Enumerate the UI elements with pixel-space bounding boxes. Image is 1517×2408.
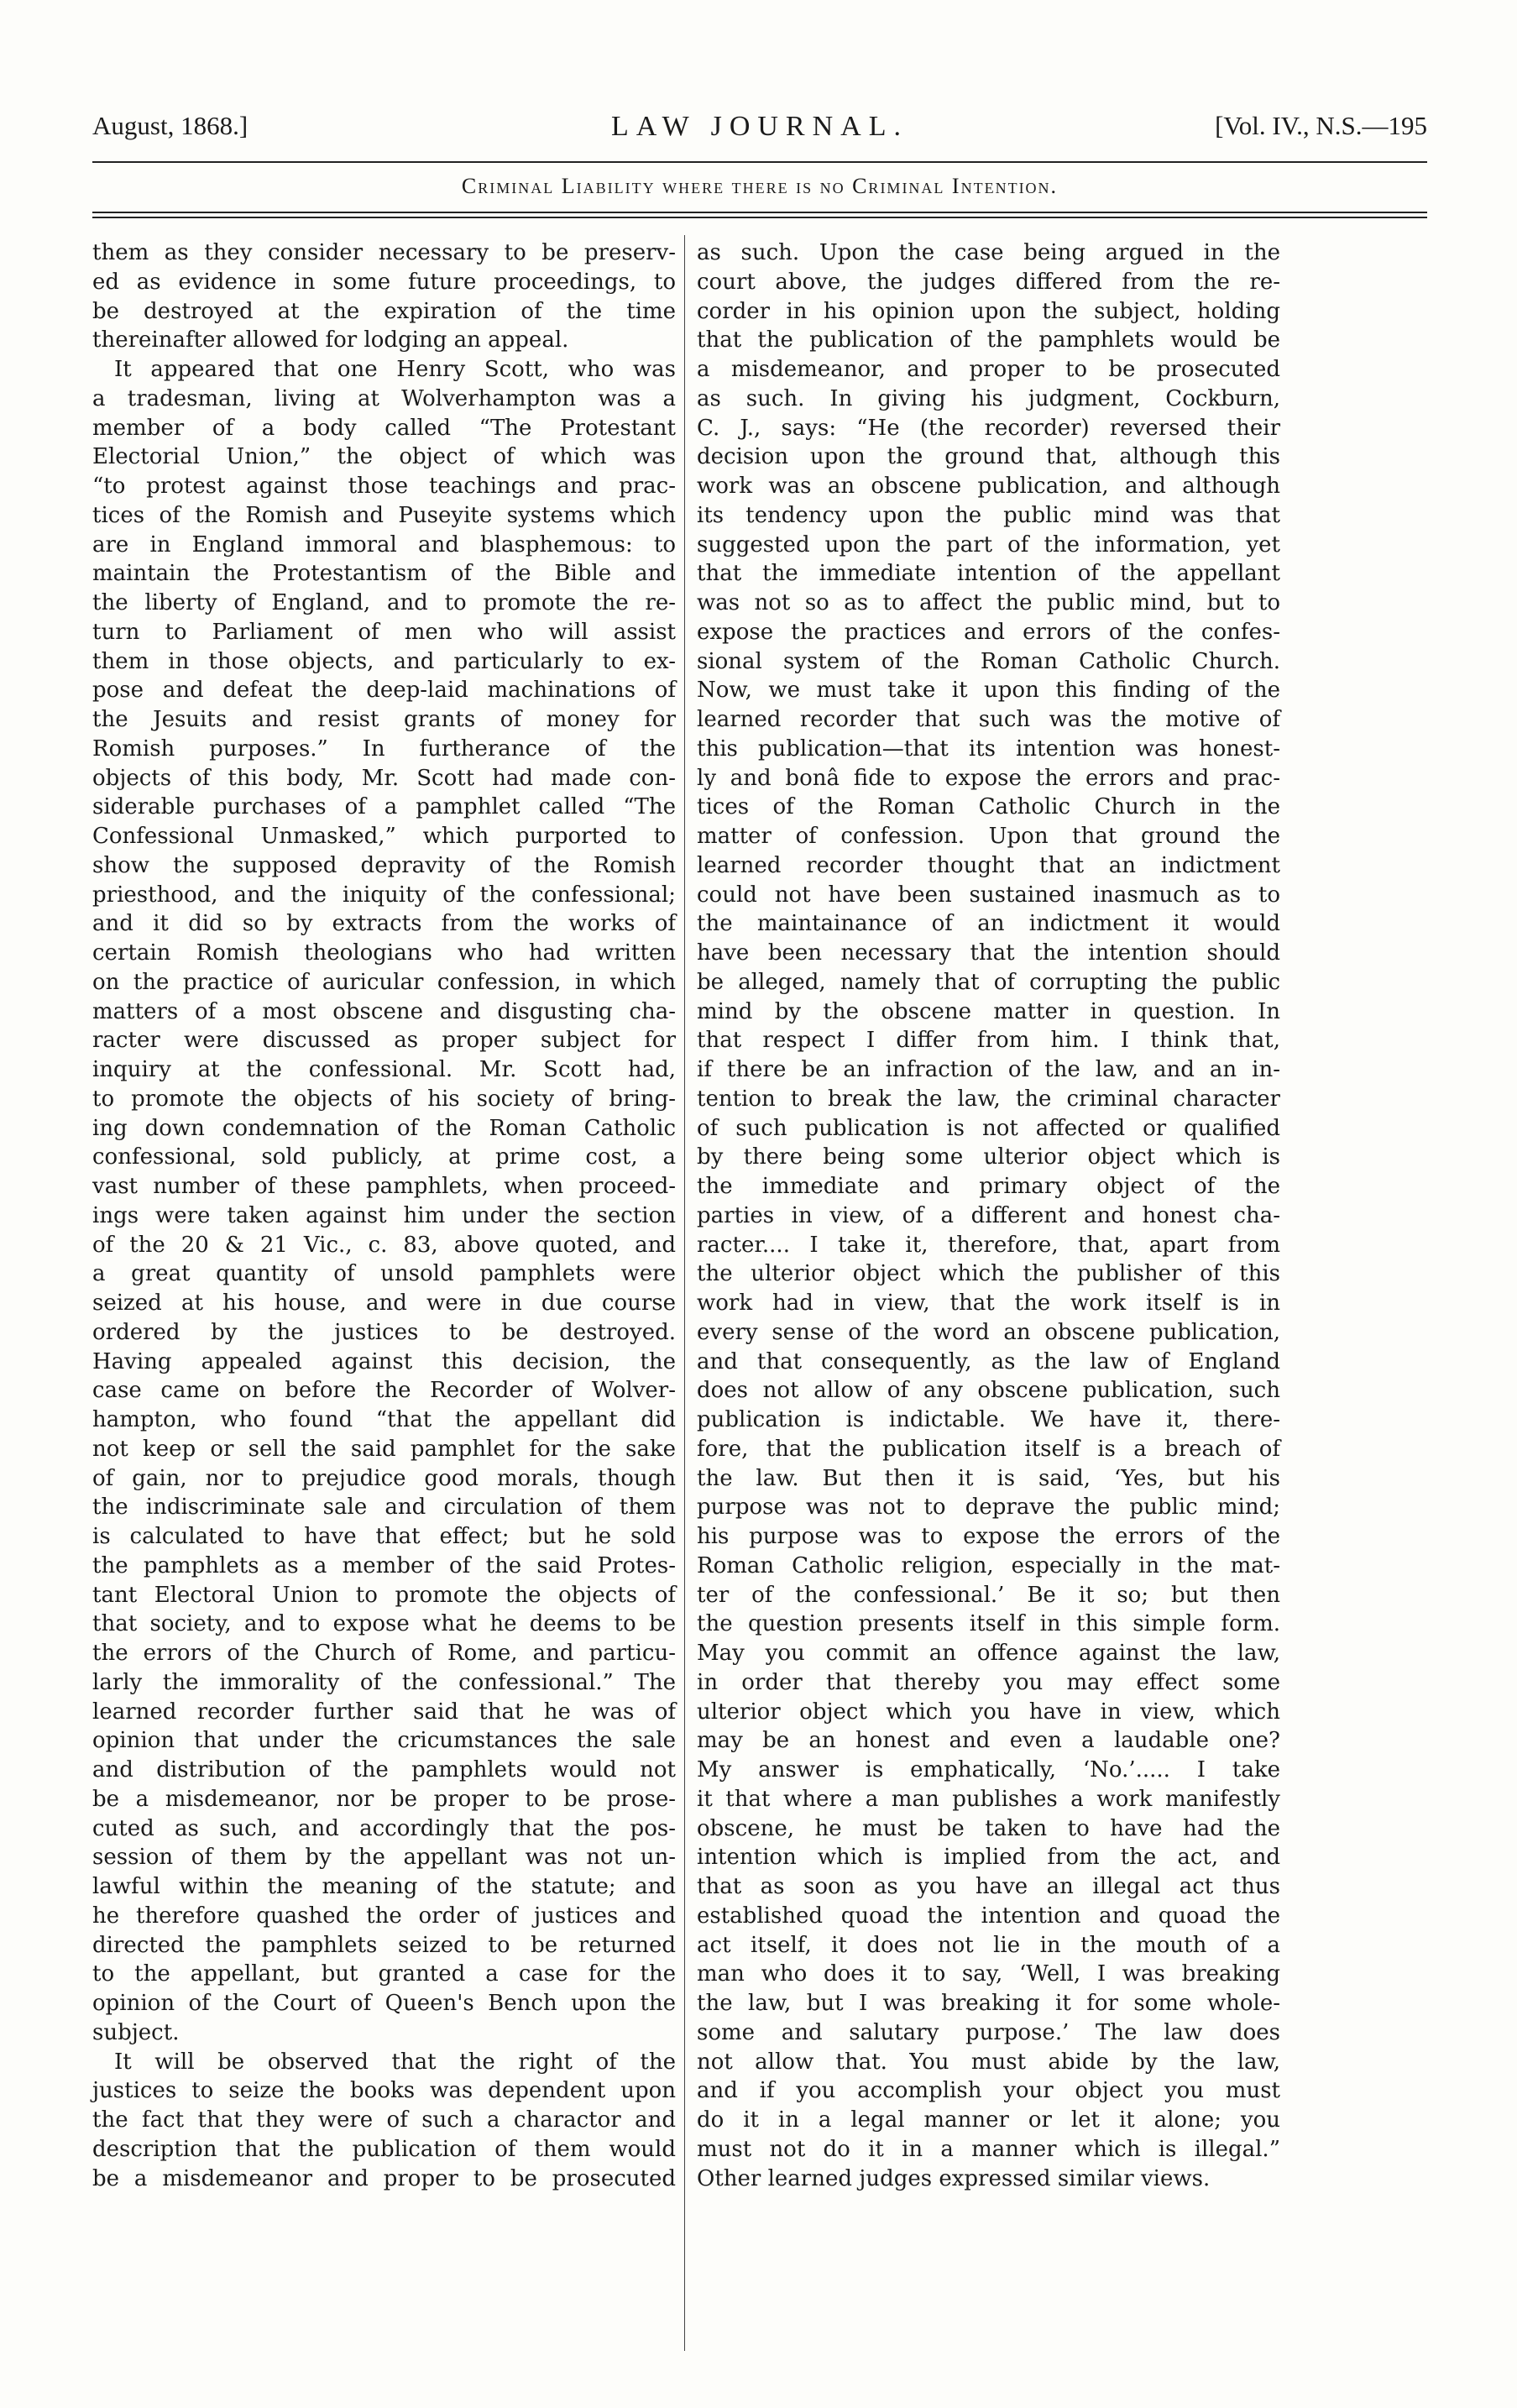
text-line: expose the practices and errors of the confes- bbox=[697, 619, 1280, 645]
text-line: siderable purchases of a pamphlet called “The bbox=[92, 794, 676, 820]
text-line: ed as evidence in some future proceedings, to bbox=[92, 269, 676, 295]
text-line: opinion that under the cricumstances the sale bbox=[92, 1728, 676, 1754]
text-line: pose and defeat the deep-laid machinations of bbox=[92, 678, 676, 704]
text-line: court above, the judges differed from the re- bbox=[697, 269, 1280, 295]
text-line: it that where a man publishes a work manifestly bbox=[697, 1786, 1280, 1812]
header-rule-bottom bbox=[92, 217, 1427, 218]
text-line: the Jesuits and resist grants of money for bbox=[92, 707, 676, 732]
text-line: racter.... I take it, therefore, that, apart from bbox=[697, 1232, 1280, 1258]
text-line: was not so as to affect the public mind, but to bbox=[697, 590, 1280, 615]
text-line: cuted as such, and accordingly that the pos- bbox=[92, 1815, 676, 1841]
text-line: the law. But then it is said, ‘Yes, but his bbox=[697, 1465, 1280, 1491]
text-line: a great quantity of unsold pamphlets were bbox=[92, 1261, 676, 1287]
text-line: lawful within the meaning of the statute; and bbox=[92, 1874, 676, 1899]
text-line: the law, but I was breaking it for some whole- bbox=[697, 1991, 1280, 2016]
text-line: is calculated to have that effect; but he sold bbox=[92, 1524, 676, 1549]
text-line: purpose was not to deprave the public mind; bbox=[697, 1495, 1280, 1521]
text-line: ulterior object which you have in view, which bbox=[697, 1699, 1280, 1725]
text-line: learned recorder that such was the motive of bbox=[697, 707, 1280, 732]
text-line: corder in his opinion upon the subject, holding bbox=[697, 298, 1280, 324]
text-line: of such publication is not affected or qualified bbox=[697, 1115, 1280, 1141]
text-line: act itself, it does not lie in the mouth of a bbox=[697, 1932, 1280, 1958]
text-line: obscene, he must be taken to have had the bbox=[697, 1815, 1280, 1841]
text-line: every sense of the word an obscene publication, bbox=[697, 1319, 1280, 1345]
text-line: to promote the objects of his society of bring- bbox=[92, 1086, 676, 1112]
text-line: tices of the Roman Catholic Church in the bbox=[697, 794, 1280, 820]
text-line: member of a body called “The Protestant bbox=[92, 415, 676, 441]
left-text-column bbox=[92, 238, 676, 2193]
text-line: on the practice of auricular confession, in which bbox=[92, 969, 676, 995]
text-line: tant Electoral Union to promote the objects of bbox=[92, 1582, 676, 1608]
text-line: certain Romish theologians who had written bbox=[92, 940, 676, 966]
journal-title: LAW JOURNAL. bbox=[611, 111, 908, 142]
text-line: of gain, nor to prejudice good morals, though bbox=[92, 1465, 676, 1491]
text-line: a tradesman, living at Wolverhampton was a bbox=[92, 385, 676, 411]
text-line: larly the immorality of the confessional.” The bbox=[92, 1669, 676, 1695]
section-title: Criminal Liability where there is no Criminal Intention. bbox=[461, 174, 1059, 198]
text-line: My answer is emphatically, ‘No.’..... I take bbox=[697, 1757, 1280, 1782]
text-line: some and salutary purpose.’ The law does bbox=[697, 2019, 1280, 2045]
text-line: seized at his house, and were in due course bbox=[92, 1290, 676, 1316]
text-line: description that the publication of them would bbox=[92, 2136, 676, 2162]
text-line: opinion of the Court of Queen's Bench upon the bbox=[92, 1991, 676, 2016]
text-line: the fact that they were of such a charactor and bbox=[92, 2107, 676, 2133]
text-line: are in England immoral and blasphemous: to bbox=[92, 531, 676, 558]
text-line: as such. In giving his judgment, Cockburn, bbox=[697, 385, 1280, 411]
text-line: objects of this body, Mr. Scott had made con- bbox=[92, 765, 676, 791]
text-line: do it in a legal manner or let it alone; you bbox=[697, 2107, 1280, 2133]
text-line: directed the pamphlets seized to be returned bbox=[92, 1932, 676, 1958]
text-line: and it did so by extracts from the works of bbox=[92, 911, 676, 937]
text-line: that the immediate intention of the appellant bbox=[697, 561, 1280, 587]
text-line: must not do it in a manner which is illegal.” bbox=[697, 2136, 1280, 2162]
text-line: Electorial Union,” the object of which was bbox=[92, 444, 676, 470]
text-line: learned recorder thought that an indictment bbox=[697, 852, 1280, 878]
text-line: could not have been sustained inasmuch as to bbox=[697, 882, 1280, 908]
text-line: priesthood, and the iniquity of the confessional; bbox=[92, 882, 676, 908]
text-line: racter were discussed as proper subject for bbox=[92, 1028, 676, 1054]
text-line: his purpose was to expose the errors of the bbox=[697, 1524, 1280, 1549]
text-line: confessional, sold publicly, at prime cost, a bbox=[92, 1144, 676, 1170]
text-line: parties in view, of a different and honest cha- bbox=[697, 1202, 1280, 1228]
text-line: session of them by the appellant was not un- bbox=[92, 1845, 676, 1871]
text-line: and distribution of the pamphlets would not bbox=[92, 1757, 676, 1782]
text-line: Romish purposes.” In furtherance of the bbox=[92, 735, 676, 762]
text-line: matters of a most obscene and disgusting cha- bbox=[92, 998, 676, 1024]
text-line: ly and bonâ fide to expose the errors and prac- bbox=[697, 765, 1280, 791]
text-line: if there be an infraction of the law, and an in- bbox=[697, 1057, 1280, 1082]
header-rule-middle bbox=[92, 212, 1427, 213]
text-line: work was an obscene publication, and although bbox=[697, 474, 1280, 499]
text-line: sional system of the Roman Catholic Church. bbox=[697, 648, 1280, 674]
text-line: Having appealed against this decision, the bbox=[92, 1348, 676, 1374]
text-line: in order that thereby you may effect some bbox=[697, 1669, 1280, 1695]
text-line: publication is indictable. We have it, there- bbox=[697, 1407, 1280, 1432]
text-line: fore, that the publication itself is a breach of bbox=[697, 1436, 1280, 1462]
text-line: thereinafter allowed for lodging an appeal. bbox=[92, 327, 569, 353]
text-line: justices to seize the books was dependent upon bbox=[92, 2078, 676, 2104]
text-line: learned recorder further said that he was of bbox=[92, 1699, 676, 1725]
text-line: It appeared that one Henry Scott, who was bbox=[114, 357, 676, 382]
text-line: this publication—that its intention was honest- bbox=[697, 735, 1280, 762]
text-line: that the publication of the pamphlets would be bbox=[697, 327, 1280, 353]
text-line: C. J., says: “He (the recorder) reversed their bbox=[697, 415, 1280, 441]
issue-date: August, 1868.] bbox=[92, 111, 248, 140]
text-line: not allow that. You must abide by the law, bbox=[697, 2049, 1280, 2075]
text-line: the pamphlets as a member of the said Protes- bbox=[92, 1552, 676, 1578]
text-line: that respect I differ from him. I think that, bbox=[697, 1028, 1280, 1054]
text-line: It will be observed that the right of the bbox=[114, 2049, 676, 2075]
text-line: hampton, who found “that the appellant did bbox=[92, 1407, 676, 1432]
text-line: be a misdemeanor and proper to be prosecuted bbox=[92, 2165, 676, 2191]
text-line: that society, and to expose what he deems to be bbox=[92, 1611, 676, 1637]
text-line: tices of the Romish and Puseyite systems which bbox=[92, 502, 676, 528]
text-line: them as they consider necessary to be preserv- bbox=[92, 240, 676, 265]
text-line: to the appellant, but granted a case for the bbox=[92, 1961, 676, 1987]
text-line: man who does it to say, ‘Well, I was breaking bbox=[697, 1961, 1280, 1987]
text-line: tention to break the law, the criminal character bbox=[697, 1086, 1280, 1112]
text-line: and that consequently, as the law of England bbox=[697, 1348, 1280, 1374]
text-line: “to protest against those teachings and prac- bbox=[92, 474, 676, 499]
text-line: ter of the confessional.’ Be it so; but then bbox=[697, 1582, 1280, 1608]
text-line: as such. Upon the case being argued in the bbox=[697, 240, 1280, 265]
text-line: of the 20 & 21 Vic., c. 83, above quoted, and bbox=[92, 1232, 676, 1258]
text-line: be a misdemeanor, nor be proper to be prose- bbox=[92, 1786, 676, 1812]
text-line: does not allow of any obscene publication, such bbox=[697, 1378, 1280, 1404]
running-head bbox=[92, 111, 1427, 161]
text-line: the maintainance of an indictment it would bbox=[697, 911, 1280, 937]
text-line: may be an honest and even a laudable one? bbox=[697, 1728, 1280, 1754]
text-line: intention which is implied from the act, and bbox=[697, 1845, 1280, 1871]
volume-page-number: [Vol. IV., N.S.—195 bbox=[1215, 111, 1427, 140]
text-line: be destroyed at the expiration of the time bbox=[92, 298, 676, 324]
text-line: and if you accomplish your object you must bbox=[697, 2078, 1280, 2104]
text-line: ordered by the justices to be destroyed. bbox=[92, 1319, 676, 1345]
text-line: maintain the Protestantism of the Bible and bbox=[92, 561, 676, 587]
text-line: them in those objects, and particularly to ex- bbox=[92, 648, 676, 674]
text-line: the liberty of England, and to promote the re- bbox=[92, 590, 676, 615]
text-line: by there being some ulterior object which is bbox=[697, 1144, 1280, 1170]
text-line: Now, we must take it upon this finding of the bbox=[697, 678, 1280, 704]
text-line: the indiscriminate sale and circulation of them bbox=[92, 1495, 676, 1521]
text-line: turn to Parliament of men who will assist bbox=[92, 619, 676, 645]
text-line: subject. bbox=[92, 2019, 180, 2045]
text-line: be alleged, namely that of corrupting the public bbox=[697, 969, 1280, 995]
text-line: its tendency upon the public mind was that bbox=[697, 502, 1280, 528]
text-line: the immediate and primary object of the bbox=[697, 1174, 1280, 1199]
text-line: ing down condemnation of the Roman Catholic bbox=[92, 1115, 676, 1141]
text-line: he therefore quashed the order of justices and bbox=[92, 1903, 676, 1929]
text-line: mind by the obscene matter in question. In bbox=[697, 998, 1280, 1024]
right-text-column bbox=[697, 238, 1280, 2193]
text-line: the ulterior object which the publisher of this bbox=[697, 1261, 1280, 1287]
text-line: decision upon the ground that, although this bbox=[697, 444, 1280, 470]
text-line: Confessional Unmasked,” which purported to bbox=[92, 824, 676, 849]
text-line: matter of confession. Upon that ground the bbox=[697, 824, 1280, 849]
text-line: a misdemeanor, and proper to be prosecuted bbox=[697, 357, 1280, 382]
text-line: the errors of the Church of Rome, and particu- bbox=[92, 1641, 676, 1666]
text-line: have been necessary that the intention should bbox=[697, 940, 1280, 966]
text-line: show the supposed depravity of the Romish bbox=[92, 852, 676, 878]
header-rule-top bbox=[92, 161, 1427, 163]
text-line: suggested upon the part of the information, yet bbox=[697, 531, 1280, 558]
text-line: case came on before the Recorder of Wolver- bbox=[92, 1378, 676, 1404]
text-line: that as soon as you have an illegal act thus bbox=[697, 1874, 1280, 1899]
text-line: inquiry at the confessional. Mr. Scott had, bbox=[92, 1057, 676, 1082]
text-line: ings were taken against him under the section bbox=[92, 1202, 676, 1228]
text-line: vast number of these pamphlets, when proceed- bbox=[92, 1174, 676, 1199]
text-line: established quoad the intention and quoad the bbox=[697, 1903, 1280, 1929]
text-line: Roman Catholic religion, especially in the mat- bbox=[697, 1552, 1280, 1578]
text-line: work had in view, that the work itself is in bbox=[697, 1290, 1280, 1316]
text-line: not keep or sell the said pamphlet for the sake bbox=[92, 1436, 676, 1462]
column-divider bbox=[684, 235, 685, 2351]
text-line: the question presents itself in this simple form. bbox=[697, 1611, 1280, 1637]
text-line: Other learned judges expressed similar views. bbox=[697, 2165, 1211, 2191]
text-line: May you commit an offence against the law, bbox=[697, 1641, 1280, 1666]
